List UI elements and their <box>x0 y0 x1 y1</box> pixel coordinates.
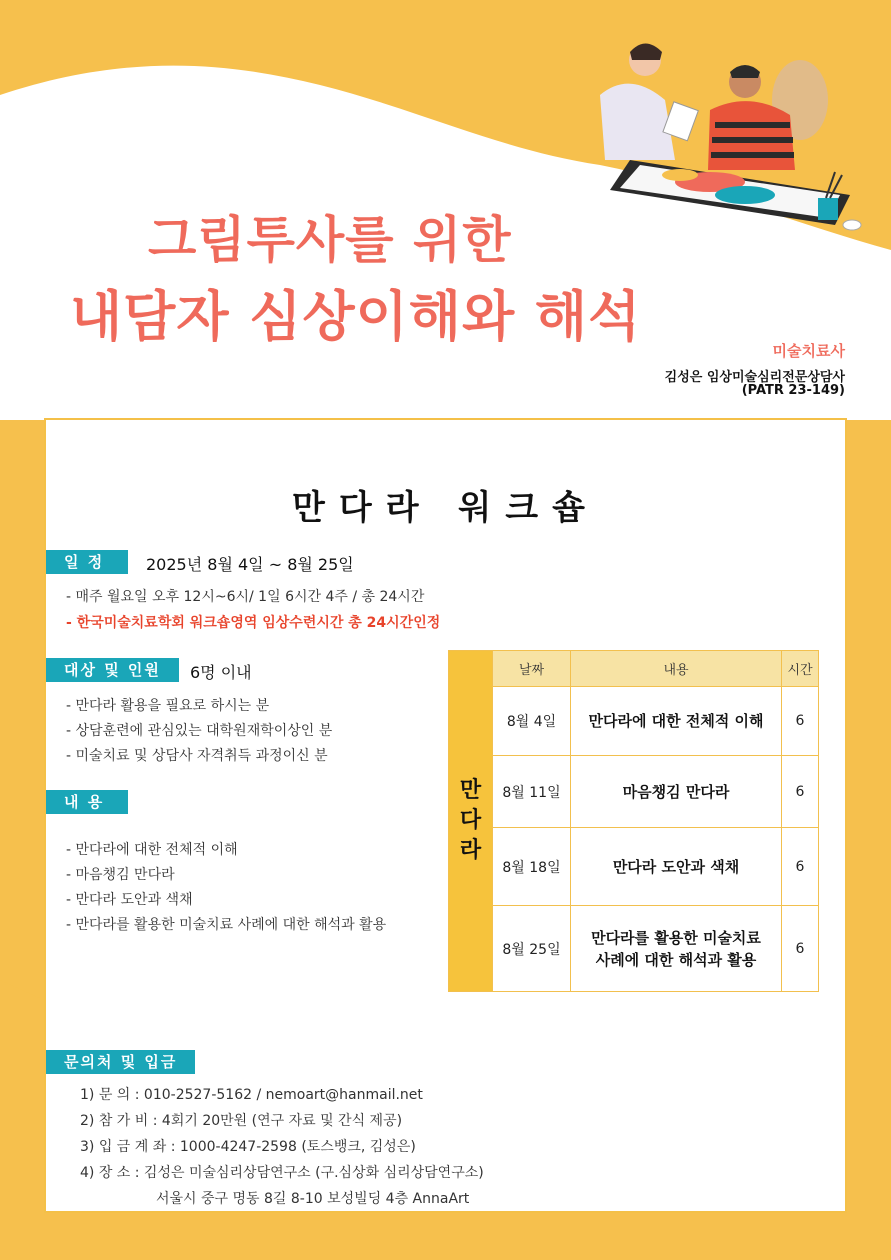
workshop-title: 만다라 워크숍 <box>292 488 599 528</box>
header-content: 내용 <box>571 651 782 687</box>
contact-address: 서울시 중구 명동 8길 8-10 보성빌딩 4층 AnnaArt <box>156 1191 470 1207</box>
table-side-label: 만 다 라 <box>449 651 493 992</box>
title-line-1: 그림투사를 위한 <box>148 211 512 269</box>
row-content: 만다라에 대한 전체적 이해 <box>571 687 782 756</box>
header-date: 날짜 <box>493 651 571 687</box>
row-hours: 6 <box>782 906 819 992</box>
title-line-2: 내담자 심상이해와 해석 <box>70 285 642 348</box>
contact-phone-email: 1) 문 의 : 010-2527-5162 / nemoart@hanmail.net <box>80 1087 423 1103</box>
contact-fee: 2) 참 가 비 : 4회기 20만원 (연구 자료 및 간식 제공) <box>80 1113 403 1129</box>
contact-label: 문의처 및 입금 <box>46 1050 195 1074</box>
row-content: 마음챙김 만다라 <box>571 756 782 828</box>
row-content: 만다라를 활용한 미술치료 사례에 대한 해석과 활용 <box>571 906 782 992</box>
target-list <box>66 694 332 769</box>
content-label: 내 용 <box>46 790 128 814</box>
list-item: - 만다라 도안과 색채 <box>66 892 193 908</box>
table-row <box>449 756 819 828</box>
table-row <box>449 828 819 906</box>
table-header-row <box>449 651 819 687</box>
schedule-label: 일 정 <box>46 550 128 574</box>
header-hours: 시간 <box>782 651 819 687</box>
row-content: 만다라 도안과 색채 <box>571 828 782 906</box>
list-item: - 만다라에 대한 전체적 이해 <box>66 842 238 858</box>
presenter-name: 김성은 임상미술심리전문상담사 <box>664 370 845 385</box>
list-item: - 만다라를 활용한 미술치료 사례에 대한 해석과 활용 <box>66 917 387 933</box>
schedule-dates: 2025년 8월 4일 ~ 8월 25일 <box>146 555 354 574</box>
table-row <box>449 687 819 756</box>
table-row <box>449 906 819 992</box>
artists-illustration <box>590 30 880 235</box>
contact-account: 3) 입 금 계 좌 : 1000-4247-2598 (토스뱅크, 김성은) <box>80 1139 416 1155</box>
target-count: 6명 이내 <box>190 663 252 682</box>
target-label: 대상 및 인원 <box>46 658 179 682</box>
schedule-table <box>448 650 819 992</box>
row-date: 8월 25일 <box>493 906 571 992</box>
presenter-cert: (PATR 23-149) <box>741 383 845 398</box>
row-date: 8월 18일 <box>493 828 571 906</box>
contact-place: 4) 장 소 : 김성은 미술심리상담연구소 (구.심상화 심리상담연구소) <box>80 1165 484 1181</box>
list-item: - 상담훈련에 관심있는 대학원재학이상인 분 <box>66 723 333 739</box>
row-date: 8월 4일 <box>493 687 571 756</box>
presenter-role: 미술치료사 <box>772 342 845 360</box>
row-hours: 6 <box>782 828 819 906</box>
content-list <box>66 838 386 938</box>
schedule-cert-note: - 한국미술치료학회 워크숍영역 임상수련시간 총 24시간인정 <box>66 615 441 631</box>
row-date: 8월 11일 <box>493 756 571 828</box>
list-item: - 마음챙김 만다라 <box>66 867 175 883</box>
list-item: - 만다라 활용을 필요로 하시는 분 <box>66 698 270 714</box>
workshop-card <box>44 418 847 1213</box>
row-hours: 6 <box>782 756 819 828</box>
row-hours: 6 <box>782 687 819 756</box>
schedule-detail: - 매주 월요일 오후 12시~6시/ 1일 6시간 4주 / 총 24시간 <box>66 589 425 605</box>
list-item: - 미술치료 및 상담사 자격취득 과정이신 분 <box>66 748 328 764</box>
